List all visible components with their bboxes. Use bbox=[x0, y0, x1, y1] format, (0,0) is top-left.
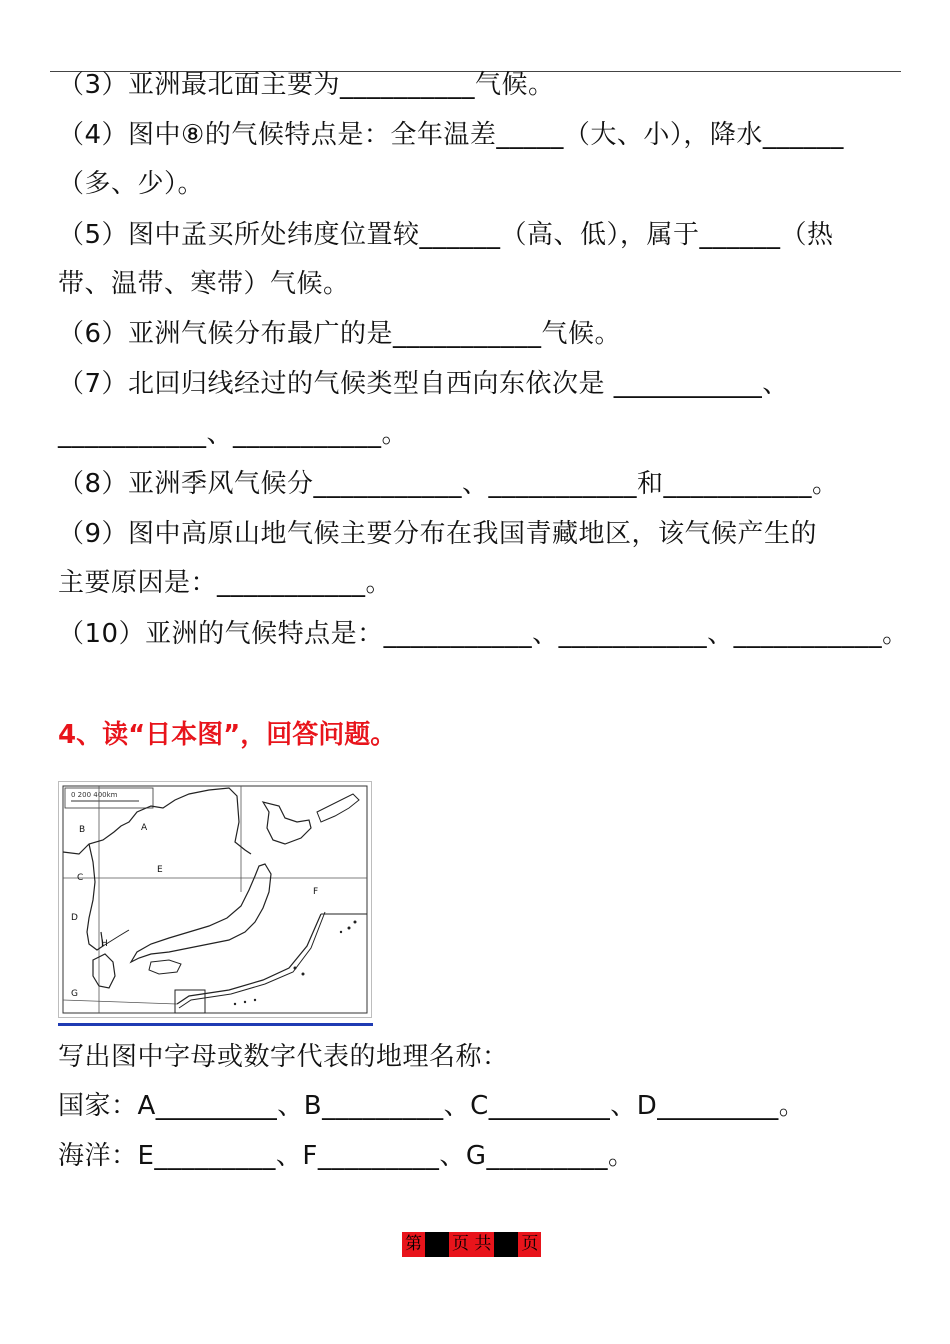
oceans-answer-line: 海洋：E_________、F_________、G_________。 bbox=[58, 1141, 635, 1171]
footer-total-number-box bbox=[494, 1232, 518, 1257]
footer-page-middle: 页 共 bbox=[449, 1232, 494, 1257]
japan-map-drawing bbox=[59, 782, 371, 1017]
map-label-f: F bbox=[313, 887, 319, 897]
question-4-line-1: （4）图中⑧的气候特点是：全年温差_____（大、小），降水______ bbox=[58, 120, 844, 150]
japan-map bbox=[58, 781, 372, 1018]
question-3: （3）亚洲最北面主要为__________气候。 bbox=[58, 70, 555, 100]
section-4-heading: 4、读“日本图”，回答问题。 bbox=[58, 720, 397, 750]
footer-page-number-box bbox=[425, 1232, 449, 1257]
map-label-c: C bbox=[77, 873, 84, 883]
page-footer bbox=[402, 1232, 541, 1257]
question-9-line-2: 主要原因是：___________。 bbox=[58, 568, 393, 598]
question-6: （6）亚洲气候分布最广的是___________气候。 bbox=[58, 319, 622, 349]
section-4-instruction: 写出图中字母或数字代表的地理名称： bbox=[58, 1042, 509, 1072]
footer-page-first: 第 bbox=[402, 1232, 425, 1257]
map-scale-text: 0 200 400km bbox=[71, 791, 118, 799]
countries-answer-line: 国家：A_________、B_________、C_________、D_________。 bbox=[58, 1091, 806, 1121]
map-label-h: H bbox=[101, 939, 108, 949]
map-label-g: G bbox=[71, 989, 78, 999]
question-5-line-1: （5）图中孟买所处纬度位置较______（高、低），属于______（热 bbox=[58, 220, 834, 250]
map-label-d: D bbox=[71, 913, 78, 923]
question-5-line-2: 带、温带、寒带）气候。 bbox=[58, 269, 350, 299]
question-7-line-2: ___________、___________。 bbox=[58, 419, 409, 449]
map-label-b: B bbox=[79, 825, 86, 835]
footer-page-last: 页 bbox=[518, 1232, 541, 1257]
map-underline bbox=[58, 1023, 373, 1026]
map-label-a: A bbox=[141, 823, 148, 833]
question-9-line-1: （9）图中高原山地气候主要分布在我国青藏地区，该气候产生的 bbox=[58, 519, 818, 549]
question-8: （8）亚洲季风气候分___________、___________和___________。 bbox=[58, 469, 839, 499]
map-label-e: E bbox=[157, 865, 163, 875]
question-4-line-2: （多、少）。 bbox=[58, 169, 205, 199]
question-10: （10）亚洲的气候特点是：___________、___________、___________。 bbox=[58, 619, 909, 649]
question-7-line-1: （7）北回归线经过的气候类型自西向东依次是 ___________、 bbox=[58, 369, 789, 399]
